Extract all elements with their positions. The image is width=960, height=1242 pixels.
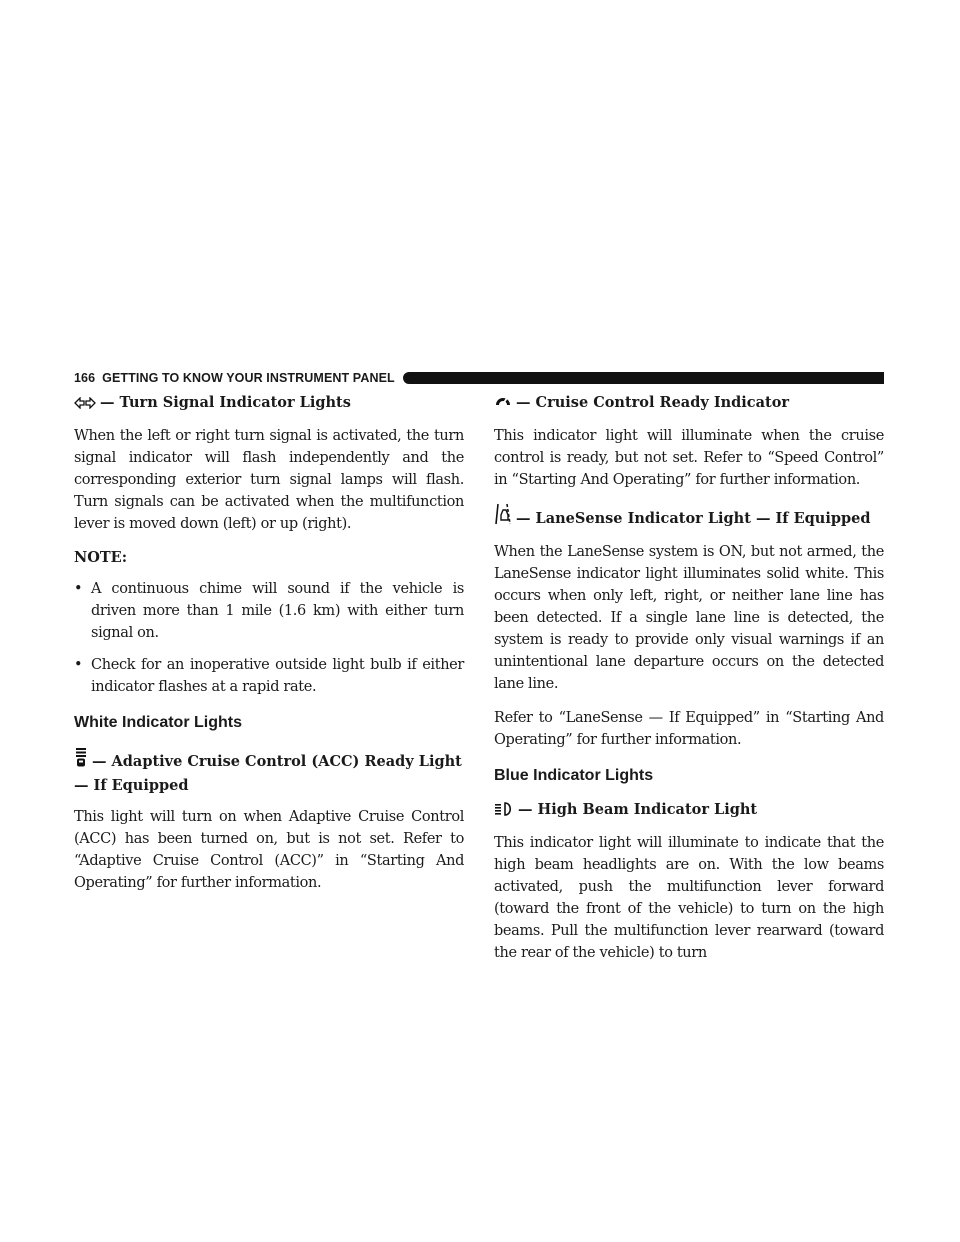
note-bullet: • A continuous chime will sound if the vehicle is driven more than 1 mile (1.6 km) with either turn signal on. <box>74 581 464 641</box>
right-column <box>494 392 884 964</box>
note-label: NOTE: <box>74 549 128 566</box>
page-number: 166 <box>74 371 96 385</box>
acc-heading <box>74 746 464 797</box>
acc-body: This light will turn on when Adaptive Cruise Control (ACC) has been turned on, but is not set. Refer to “Adaptive Cruise Control (ACC)” in “Starting And Operating” for further information. <box>74 809 464 891</box>
note-bullets <box>74 578 464 698</box>
cruise-control-heading-text: — Cruise Control Ready Indicator <box>516 394 790 411</box>
section-title: GETTING TO KNOW YOUR INSTRUMENT PANEL <box>102 371 395 385</box>
white-indicator-section-title: White Indicator Lights <box>74 714 242 731</box>
blue-indicator-section-title: Blue Indicator Lights <box>494 767 654 784</box>
note-bullet: • Check for an inoperative outside light bulb if either indicator flashes at a rapid rate. <box>74 657 464 695</box>
cruise-control-speedometer-icon <box>494 393 512 416</box>
high-beam-heading <box>494 799 884 823</box>
turn-signal-body: When the left or right turn signal is activated, the turn signal indicator will flash independently and the corresponding exterior turn signal lamps will flash. Turn signals can be activated when the multifunction lever is moved down (left) or up (right). <box>74 428 464 532</box>
turn-signal-arrows-icon <box>74 394 96 416</box>
lanesense-body-2: Refer to “LaneSense — If Equipped” in “Starting And Operating” for further information. <box>494 710 884 748</box>
high-beam-heading-text: — High Beam Indicator Light <box>518 801 758 818</box>
left-column <box>74 392 464 894</box>
cruise-control-heading <box>494 392 884 416</box>
header-rule <box>403 372 884 384</box>
lanesense-heading-text: — LaneSense Indicator Light — If Equipped <box>516 510 871 527</box>
acc-ready-icon <box>74 746 88 775</box>
high-beam-icon <box>494 801 514 823</box>
turn-signal-heading <box>74 392 464 416</box>
lanesense-body: When the LaneSense system is ON, but not armed, the LaneSense indicator light illuminates solid white. This occurs when only left, right, or neither lane line has been detected. If a single lane line is detected, the system is ready to provide only visual warnings if an unintentional lane departure occurs on the detected lane line. <box>494 544 884 692</box>
lanesense-icon <box>494 503 512 532</box>
page-header <box>74 370 884 386</box>
high-beam-body: This indicator light will illuminate to indicate that the high beam headlights are on. With the low beams activated, push the multifunction lever forward (toward the front of the vehicle) to turn on the high beams. Pull the multifunction lever rearward (toward the rear of the vehicle) to turn <box>494 835 884 961</box>
cruise-control-body: This indicator light will illuminate when the cruise control is ready, but not set. Refer to “Speed Control” in “Starting And Operating” for further information. <box>494 428 884 488</box>
lanesense-heading <box>494 503 884 532</box>
turn-signal-heading-text: — Turn Signal Indicator Lights <box>100 394 351 411</box>
acc-heading-text: — Adaptive Cruise Control (ACC) Ready Light — If Equipped <box>74 753 462 794</box>
